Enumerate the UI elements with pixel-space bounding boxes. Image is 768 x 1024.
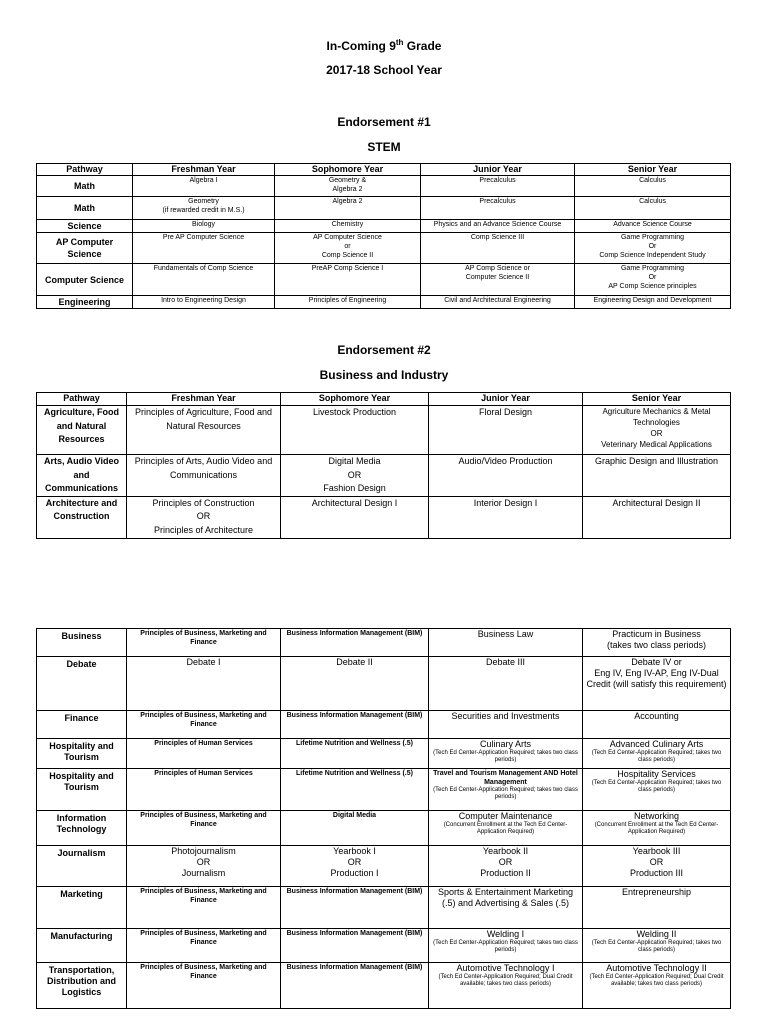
column-header: Senior Year [575,164,731,176]
sophomore-cell: AP Computer Science or Comp Science II [275,233,421,264]
sophomore-cell: Digital Media OR Fashion Design [281,455,429,497]
course-note: (Tech Ed Center-Application Required; takes two class periods) [433,750,578,763]
sophomore-cell: Architectural Design I [281,496,429,538]
freshman-cell: Algebra I [133,176,275,197]
course-note: (Concurrent Enrollment at the Tech Ed Center-Application Required) [443,822,568,835]
sophomore-cell: Yearbook I OR Production I [281,846,429,887]
junior-cell [429,963,583,1009]
table-row [37,657,731,711]
freshman-cell: Geometry (if rewarded credit in M.S.) [133,197,275,220]
course-name: Debate III [485,657,526,667]
column-header: Junior Year [421,164,575,176]
pathway-cell: Computer Science [37,264,133,296]
table-row [37,296,731,309]
pathway-cell: Finance [37,711,127,739]
sophomore-cell: Business Information Management (BIM) [281,963,429,1009]
course-name: Culinary Arts [479,739,532,749]
junior-cell [429,929,583,963]
table-row [37,455,731,497]
pathway-cell: Science [37,220,133,233]
column-header: Sophomore Year [275,164,421,176]
senior-cell [583,629,731,657]
junior-cell: Physics and an Advance Science Course [421,220,575,233]
junior-cell: Precalculus [421,197,575,220]
course-name: Advanced Culinary Arts [609,739,704,749]
table-row [37,496,731,538]
junior-cell: Comp Science III [421,233,575,264]
senior-cell: Calculus [575,176,731,197]
course-name: Hospitality Services [617,769,696,779]
senior-cell [583,711,731,739]
freshman-cell: Biology [133,220,275,233]
course-note: (Concurrent Enrollment at the Tech Ed Center-Application Required) [594,822,719,835]
pathway-cell: AP Computer Science [37,233,133,264]
sophomore-cell: Livestock Production [281,406,429,455]
freshman-cell: Principles of Business, Marketing and Finance [127,711,281,739]
table-row [37,197,731,220]
table-row [37,629,731,657]
course-name: Welding I [486,929,525,939]
senior-cell: Advance Science Course [575,220,731,233]
freshman-cell: Photojournalism OR Journalism [127,846,281,887]
pathways-continued-table [36,628,731,1009]
course-note: (Tech Ed Center-Application Required; Dual Credit available; takes two class periods) [589,974,724,987]
freshman-cell: Intro to Engineering Design [133,296,275,309]
pathway-cell: Debate [37,657,127,711]
endorsement2-subtitle: Business and Industry [319,368,449,382]
course-note: (Tech Ed Center-Application Required; takes two class periods) [433,787,578,800]
junior-cell [429,846,583,887]
freshman-cell: Principles of Business, Marketing and Finance [127,963,281,1009]
bi-header-row [37,393,731,406]
course-name: Travel and Tourism Management AND Hotel Management [433,770,578,786]
table-row [37,963,731,1009]
sophomore-cell: Business Information Management (BIM) [281,711,429,739]
table-row [37,769,731,811]
column-header: Freshman Year [127,393,281,406]
freshman-cell: Principles of Agriculture, Food and Natural Resources [127,406,281,455]
freshman-cell: Principles of Arts, Audio Video and Communications [127,455,281,497]
table-row [37,739,731,769]
school-year: 2017-18 School Year [326,63,442,77]
freshman-cell: Principles of Business, Marketing and Finance [127,929,281,963]
course-note: (Tech Ed Center-Application Required; takes two class periods) [433,940,578,953]
sophomore-cell: Geometry & Algebra 2 [275,176,421,197]
sophomore-cell: Algebra 2 [275,197,421,220]
table-row [37,846,731,887]
pathway-cell: Manufacturing [37,929,127,963]
pathway-cell: Marketing [37,887,127,929]
column-header: Senior Year [583,393,731,406]
course-name: Automotive Technology II [606,963,707,973]
freshman-cell: Principles of Human Services [127,739,281,769]
table-row [37,176,731,197]
senior-cell [583,887,731,929]
freshman-cell: Principles of Construction OR Principles of Architecture [127,496,281,538]
junior-cell: AP Comp Science or Computer Science II [421,264,575,296]
junior-cell [429,739,583,769]
column-header: Sophomore Year [281,393,429,406]
senior-cell [583,929,731,963]
course-name: Business Law [477,629,534,639]
junior-cell [429,711,583,739]
table-row [37,929,731,963]
sophomore-cell: Lifetime Nutrition and Wellness (.5) [281,739,429,769]
pathway-cell: Business [37,629,127,657]
senior-cell: Game Programming Or Comp Science Independent Study [575,233,731,264]
pathway-cell: Math [37,176,133,197]
sophomore-cell: Digital Media [281,811,429,846]
course-name: Networking [633,811,680,821]
title-superscript: th [395,38,404,47]
sophomore-cell: Principles of Engineering [275,296,421,309]
senior-cell [583,657,731,711]
sophomore-cell: Chemistry [275,220,421,233]
course-name: Entrepreneurship [621,887,692,897]
junior-cell [429,769,583,811]
junior-cell: Interior Design I [429,496,583,538]
endorsement2-title: Endorsement #2 [337,343,431,357]
page-title [0,38,768,53]
senior-cell [583,811,731,846]
sophomore-cell: Debate II [281,657,429,711]
pathway-cell: Architecture and Construction [37,496,127,538]
junior-cell: Civil and Architectural Engineering [421,296,575,309]
senior-cell [583,963,731,1009]
junior-cell: Audio/Video Production [429,455,583,497]
course-note: (Tech Ed Center-Application Required; takes two class periods) [591,780,722,793]
junior-cell [429,887,583,929]
course-name: Computer Maintenance [458,811,553,821]
table-row [37,711,731,739]
table-row [37,233,731,264]
stem-header-row [37,164,731,176]
course-name: Accounting [634,711,679,721]
freshman-cell: Principles of Business, Marketing and Finance [127,811,281,846]
business-industry-table [36,392,731,539]
title-suffix: Grade [403,39,442,53]
course-name: Practicum in Business (takes two class periods) [606,629,707,650]
junior-cell: Precalculus [421,176,575,197]
freshman-cell: Fundamentals of Comp Science [133,264,275,296]
senior-cell [583,846,731,887]
column-header: Pathway [37,164,133,176]
course-name: Yearbook II OR Production II [480,846,531,878]
course-note: (Tech Ed Center-Application Required; Dual Credit available; takes two class periods) [438,974,573,987]
table-row [37,887,731,929]
freshman-cell: Principles of Business, Marketing and Finance [127,629,281,657]
junior-cell [429,629,583,657]
senior-cell: Graphic Design and Illustration [583,455,731,497]
freshman-cell: Principles of Business, Marketing and Finance [127,887,281,929]
pathway-cell: Hospitality and Tourism [37,739,127,769]
endorsement1-subtitle: STEM [367,140,401,154]
course-name: Welding II [636,929,677,939]
stem-table [36,163,731,309]
pathway-cell: Hospitality and Tourism [37,769,127,811]
senior-cell: Agriculture Mechanics & Metal Technologies OR Veterinary Medical Applications [583,406,731,455]
sophomore-cell: Lifetime Nutrition and Wellness (.5) [281,769,429,811]
freshman-cell: Pre AP Computer Science [133,233,275,264]
senior-cell [583,739,731,769]
course-name: Securities and Investments [451,711,560,721]
junior-cell: Floral Design [429,406,583,455]
table-row [37,264,731,296]
pathway-cell: Transportation, Distribution and Logistics [37,963,127,1009]
table-row [37,220,731,233]
sophomore-cell: Business Information Management (BIM) [281,929,429,963]
endorsement1-title: Endorsement #1 [337,115,431,129]
pathway-cell: Agriculture, Food and Natural Resources [37,406,127,455]
table-row [37,811,731,846]
course-name: Yearbook III OR Production III [629,846,684,878]
sophomore-cell: PreAP Comp Science I [275,264,421,296]
table-row [37,406,731,455]
title-text: In-Coming 9 [326,39,396,53]
sophomore-cell: Business Information Management (BIM) [281,887,429,929]
junior-cell [429,811,583,846]
column-header: Pathway [37,393,127,406]
senior-cell [583,769,731,811]
course-name: Automotive Technology I [456,963,555,973]
junior-cell [429,657,583,711]
pathway-cell: Engineering [37,296,133,309]
pathway-cell: Information Technology [37,811,127,846]
pathway-cell: Journalism [37,846,127,887]
course-name: Debate IV or Eng IV, Eng IV-AP, Eng IV-Dual Credit (will satisfy this requirement) [586,657,727,689]
freshman-cell: Debate I [127,657,281,711]
course-note: (Tech Ed Center-Application Required; takes two class periods) [591,940,722,953]
pathway-cell: Math [37,197,133,220]
course-note: (Tech Ed Center-Application Required; takes two class periods) [591,750,722,763]
senior-cell: Engineering Design and Development [575,296,731,309]
senior-cell: Calculus [575,197,731,220]
senior-cell: Game Programming Or AP Comp Science principles [575,264,731,296]
course-name: Sports & Entertainment Marketing (.5) and Advertising & Sales (.5) [437,887,574,908]
senior-cell: Architectural Design II [583,496,731,538]
column-header: Freshman Year [133,164,275,176]
column-header: Junior Year [429,393,583,406]
sophomore-cell: Business Information Management (BIM) [281,629,429,657]
freshman-cell: Principles of Human Services [127,769,281,811]
pathway-cell: Arts, Audio Video and Communications [37,455,127,497]
